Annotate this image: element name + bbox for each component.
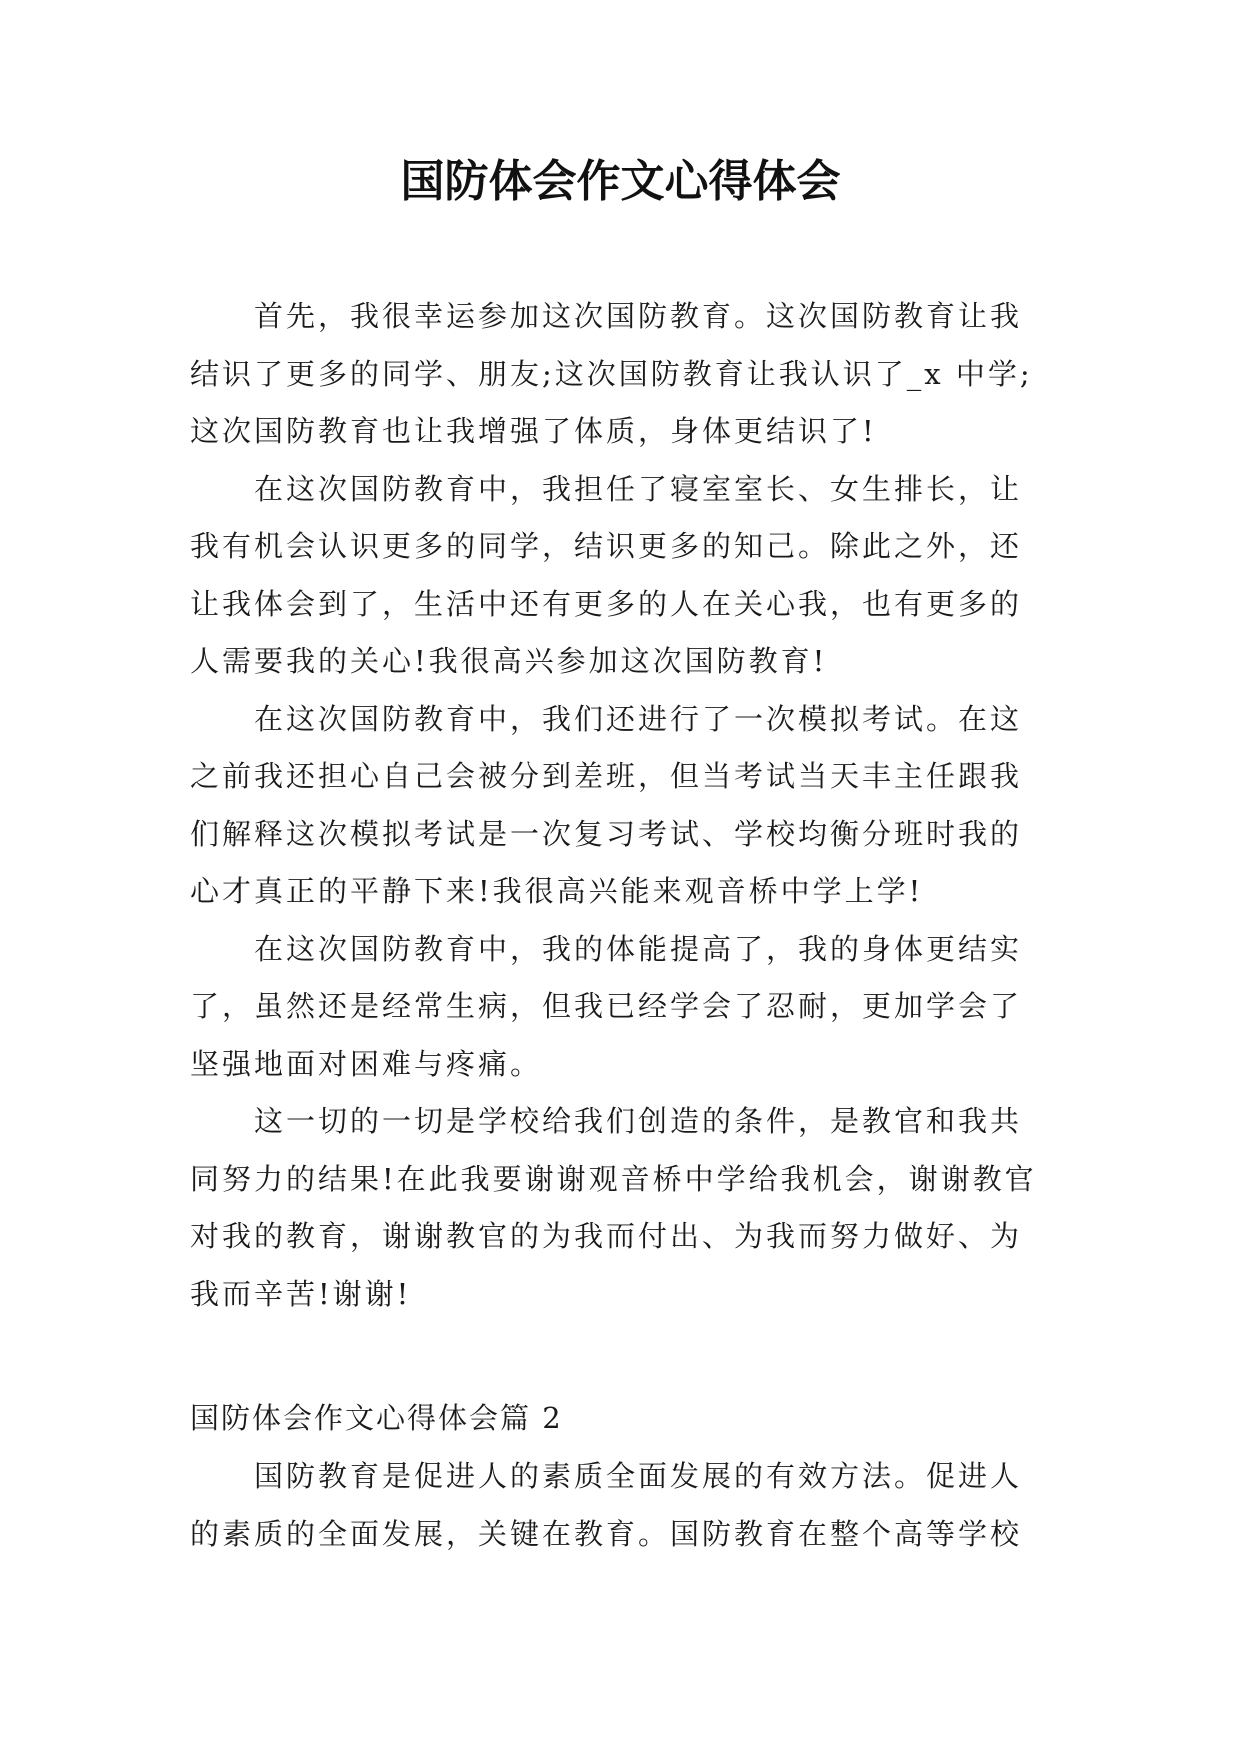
paragraph-1: 首先，我很幸运参加这次国防教育。这次国防教育让我结识了更多的同学、朋友;这次国防教育让我认识了_x 中学;这次国防教育也让我增强了体质，身体更结识了! <box>190 299 1033 448</box>
document-title: 国防体会作文心得体会 <box>400 156 841 207</box>
section-2-heading: 国防体会作文心得体会篇 2 <box>190 1401 563 1435</box>
document-body <box>190 288 1050 1323</box>
paragraph-5: 这一切的一切是学校给我们创造的条件，是教官和我共同努力的结果!在此我要谢谢观音桥中学给我机会，谢谢教官对我的教育，谢谢教官的为我而付出、为我而努力做好、为我而辛苦!谢谢! <box>190 1104 1037 1311</box>
section-2-body <box>190 1448 1050 1563</box>
paragraph-3: 在这次国防教育中，我们还进行了一次模拟考试。在这之前我还担心自己会被分到差班，但当考试当天丰主任跟我们解释这次模拟考试是一次复习考试、学校均衡分班时我的心才真正的平静下来!我很高兴能来观音桥中学上学! <box>190 701 1023 908</box>
paragraph-2: 在这次国防教育中，我担任了寝室室长、女生排长，让我有机会认识更多的同学，结识更多的知己。除此之外，还让我体会到了，生活中还有更多的人在关心我，也有更多的人需要我的关心!我很高兴参加这次国防教育! <box>190 471 1023 678</box>
paragraph-4: 在这次国防教育中，我的体能提高了，我的身体更结实了，虽然还是经常生病，但我已经学会了忍耐，更加学会了坚强地面对困难与疼痛。 <box>190 931 1023 1081</box>
section-2-paragraph-1: 国防教育是促进人的素质全面发展的有效方法。促进人的素质的全面发展，关键在教育。国防教育在整个高等学校 <box>190 1459 1023 1551</box>
